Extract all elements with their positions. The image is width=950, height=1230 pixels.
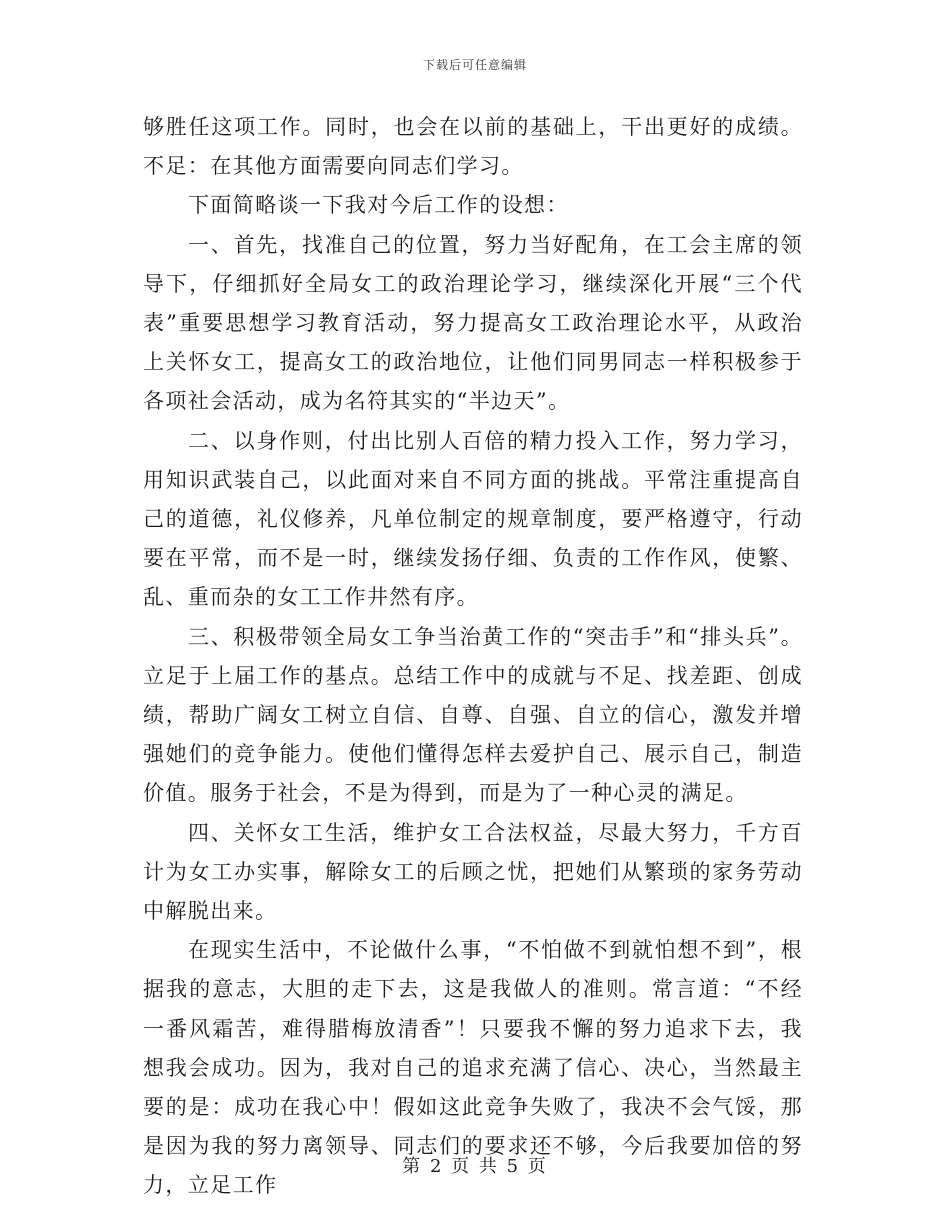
document-body — [143, 108, 803, 1206]
paragraph-item-1: 一、首先，找准自己的位置，努力当好配角，在工会主席的领导下，仔细抓好全局女工的政治理论学习，继续深化开展“三个代表”重要思想学习教育活动，努力提高女工政治理论水平，从政治上关怀女工，提高女工的政治地位，让他们同男同志一样积极参于各项社会活动，成为名符其实的“半边天”。 — [143, 232, 803, 414]
paragraph-conclusion: 在现实生活中，不论做什么事，“不怕做不到就怕想不到”，根据我的意志，大胆的走下去，这是我做人的准则。常言道：“不经一番风霜苦，难得腊梅放清香”！只要我不懈的努力追求下去，我想我会成功。因为，我对自己的追求充满了信心、决心，当然最主要的是：成功在我心中！假如这此竞争失败了，我决不会气馁，那是因为我的努力离领导、同志们的要求还不够，今后我要加倍的努力，立足工作 — [143, 938, 803, 1198]
page-number-footer — [0, 1152, 950, 1178]
paragraph-continuation: 够胜任这项工作。同时，也会在以前的基础上，干出更好的成绩。不足：在其他方面需要向同志们学习。 — [143, 115, 803, 179]
page-number-label: 第 2 页 共 5 页 — [402, 1156, 548, 1177]
paragraph-intro: 下面简略谈一下我对今后工作的设想： — [188, 193, 569, 218]
page-header: 下载后可任意编辑 — [422, 58, 527, 72]
paragraph-item-2: 二、以身作则，付出比别人百倍的精力投入工作，努力学习，用知识武装自己，以此面对来自不同方面的挑战。平常注重提高自己的道德，礼仪修养，凡单位制定的规章制度，要严格遵守，行动要在平常，而不是一时，继续发扬仔细、负责的工作作风，使繁、乱、重而杂的女工工作井然有序。 — [143, 428, 803, 610]
paragraph-item-4: 四、关怀女工生活，维护女工合法权益，尽最大努力，千方百计为女工办实事，解除女工的后顾之忧，把她们从繁琐的家务劳动中解脱出来。 — [143, 820, 803, 924]
paragraph-item-3: 三、积极带领全局女工争当治黄工作的“突击手”和“排头兵”。立足于上届工作的基点。总结工作中的成就与不足、找差距、创成绩，帮助广阔女工树立自信、自尊、自强、自立的信心，激发并增强她们的竞争能力。使他们懂得怎样去爱护自己、展示自己，制造价值。服务于社会，不是为得到，而是为了一种心灵的满足。 — [143, 624, 803, 806]
